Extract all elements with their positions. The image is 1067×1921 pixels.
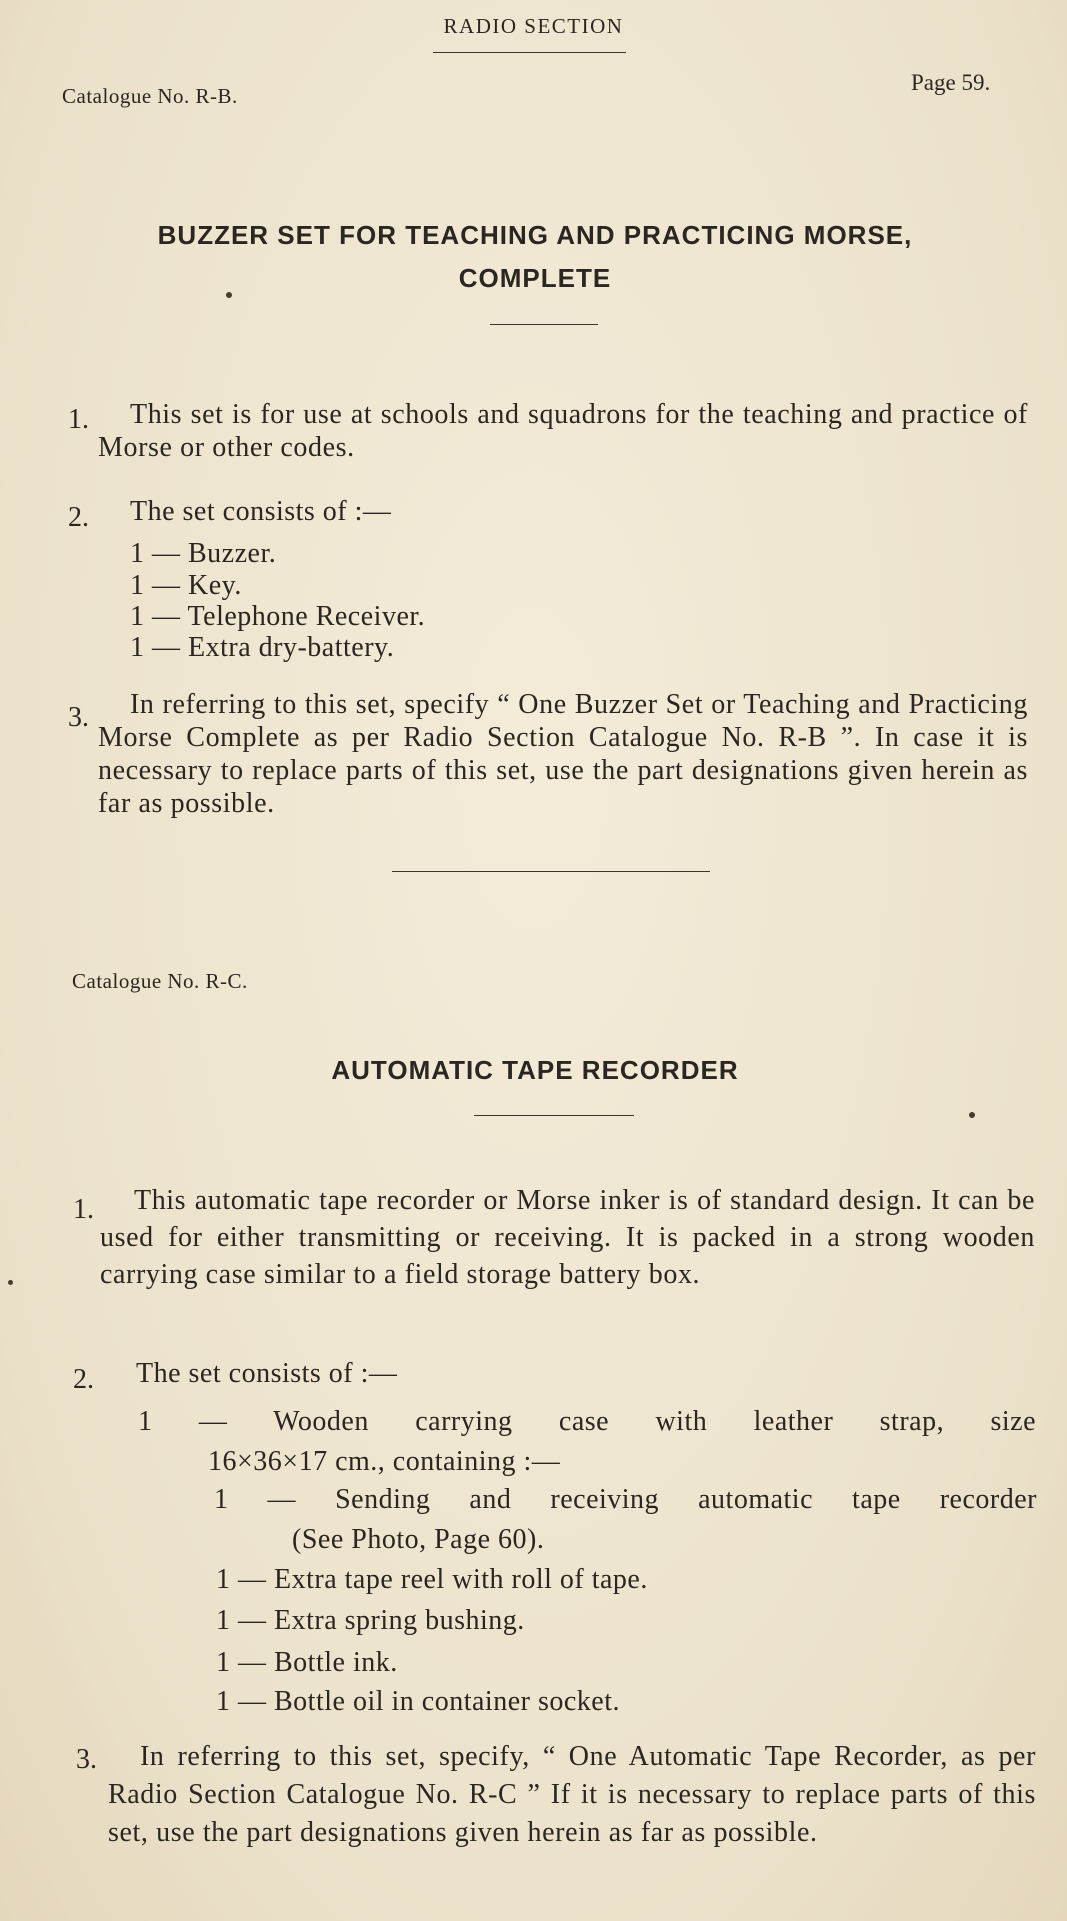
catalogue-number-rc: Catalogue No. R-C. xyxy=(72,969,248,993)
rc-heading: AUTOMATIC TAPE RECORDER xyxy=(331,1055,739,1085)
rc-list-item: 1 — Extra spring bushing. xyxy=(216,1605,525,1636)
paper-speck xyxy=(969,1112,975,1118)
rb-list-item: 1 — Extra dry-battery. xyxy=(130,632,395,663)
paper-speck xyxy=(8,1280,13,1285)
rb-paragraph-3: In referring to this set, specify “ One Buzzer Set or Teaching and Practicing Morse Complete as per Radio Section Catalogue No. R-B ”. In case it is necessary to replace parts of this set, use the part designations given herein as far as possible. xyxy=(98,689,1028,819)
rb-heading-line1: BUZZER SET FOR TEACHING AND PRACTICING MORSE, xyxy=(157,220,913,250)
rb-heading-rule xyxy=(490,324,598,325)
page-number: Page 59. xyxy=(911,70,991,95)
rb-list-item: 1 — Telephone Receiver. xyxy=(130,601,426,632)
rc-paragraph-3-number: 3. xyxy=(76,1744,97,1775)
paper-speck xyxy=(226,292,232,298)
rb-paragraph-1-number: 1. xyxy=(68,404,89,435)
rc-list-item: 1 — Bottle oil in container socket. xyxy=(216,1686,620,1717)
rb-paragraph-2: The set consists of :— xyxy=(130,496,392,527)
rc-case-line2: 16×36×17 cm., containing :— xyxy=(208,1446,561,1477)
section-title: RADIO SECTION xyxy=(443,14,624,38)
rc-paragraph-3: In referring to this set, specify, “ One Automatic Tape Recorder, as per Radio Section Catalogue No. R-C ” If it is necessary to replace parts of this set, use the part designations given herein as far as possible. xyxy=(108,1741,1036,1848)
rc-list-item: 1 — Bottle ink. xyxy=(216,1647,398,1678)
rc-paragraph-2: The set consists of :— xyxy=(136,1358,398,1389)
header-rule xyxy=(433,52,626,53)
rc-recorder-line2: (See Photo, Page 60). xyxy=(292,1524,545,1555)
rb-paragraph-1: This set is for use at schools and squadrons for the teaching and practice of Morse or other codes. xyxy=(98,399,1028,463)
rc-paragraph-1: This automatic tape recorder or Morse inker is of standard design. It can be used for either transmitting or receiving. It is packed in a strong wooden carrying case similar to a field storage battery box. xyxy=(100,1185,1035,1290)
section-divider xyxy=(392,871,710,872)
rb-list-item: 1 — Key. xyxy=(130,570,242,601)
rc-paragraph-2-number: 2. xyxy=(73,1364,94,1395)
rb-heading-line2: COMPLETE xyxy=(458,263,612,293)
catalogue-number-rb: Catalogue No. R-B. xyxy=(62,84,238,108)
rc-recorder-line1: 1 — Sending and receiving automatic tape recorder xyxy=(214,1484,1037,1515)
rb-list-item: 1 — Buzzer. xyxy=(130,538,277,569)
rc-heading-rule xyxy=(474,1115,634,1116)
rc-paragraph-1-number: 1. xyxy=(73,1194,94,1225)
rc-list-item: 1 — Extra tape reel with roll of tape. xyxy=(216,1564,648,1595)
rc-case-line1: 1 — Wooden carrying case with leather strap, size xyxy=(138,1406,1036,1437)
rb-paragraph-2-number: 2. xyxy=(68,502,89,533)
rb-paragraph-3-number: 3. xyxy=(68,702,89,733)
